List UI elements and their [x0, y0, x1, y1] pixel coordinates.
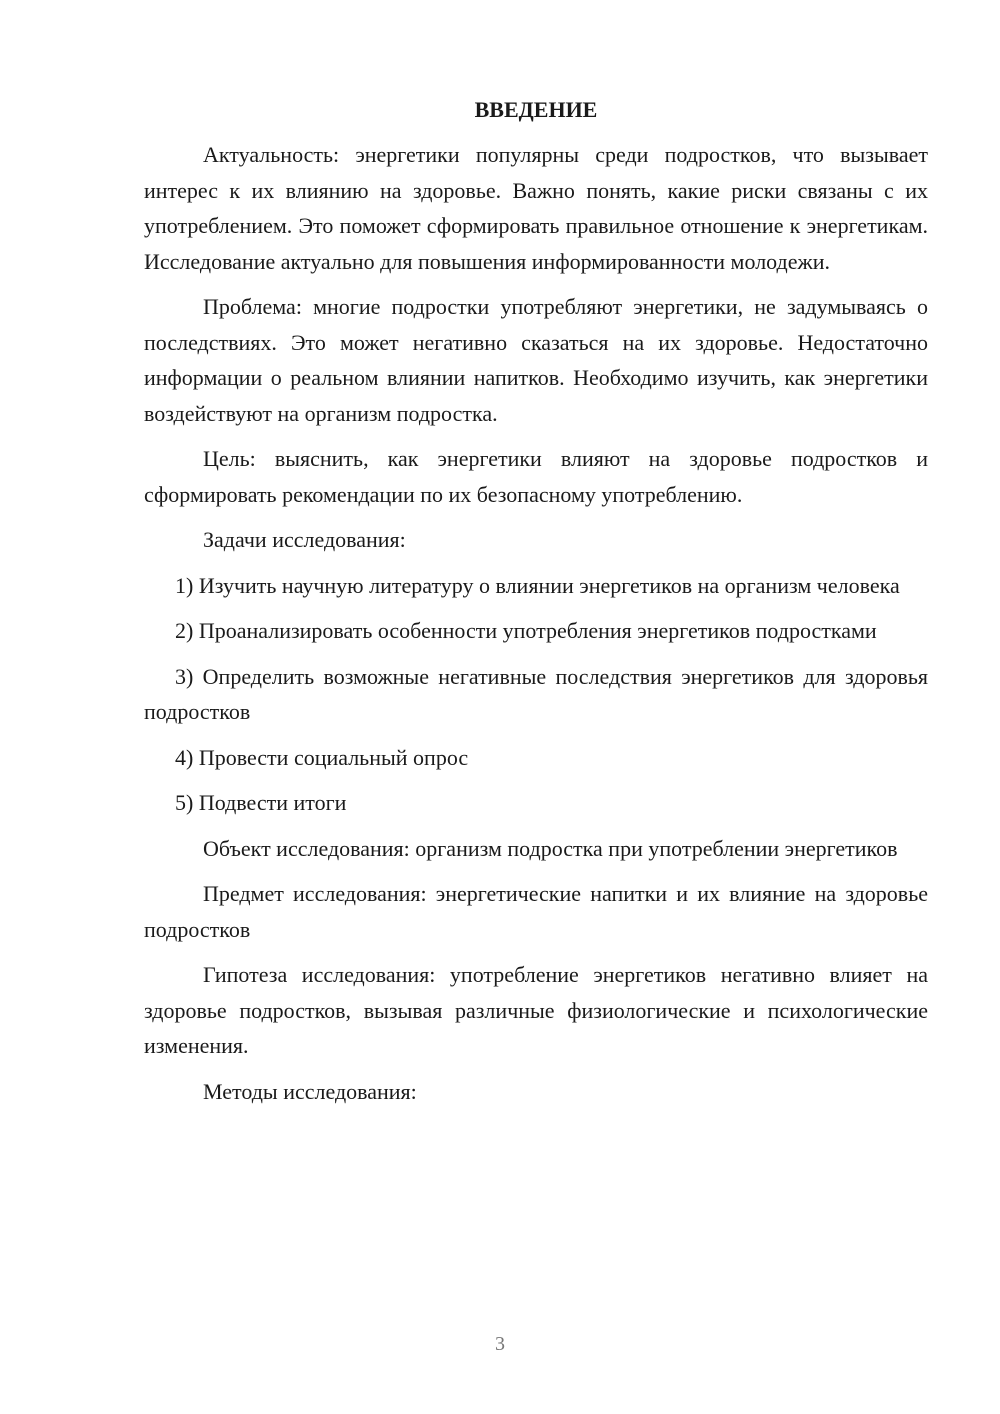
hypothesis-paragraph: Гипотеза исследования: употребление энергетиков негативно влияет на здоровье подростков, вызывая различные физиологические и психологические изменения.	[144, 962, 928, 1058]
relevance-paragraph: Актуальность: энергетики популярны среди подростков, что вызывает интерес к их влиянию на здоровье. Важно понять, какие риски связаны с их употреблением. Это поможет сформировать правильное отношение к энергетикам. Исследование актуально для повышения информированности молодежи.	[144, 142, 928, 274]
task-item-1: 1) Изучить научную литературу о влиянии энергетиков на организм человека	[175, 572, 900, 598]
task-item-3: 3) Определить возможные негативные последствия энергетиков для здоровья подростков	[144, 663, 928, 724]
subject-paragraph: Предмет исследования: энергетические напитки и их влияние на здоровье подростков	[144, 881, 928, 942]
page-number: 3	[495, 1333, 505, 1355]
methods-heading: Методы исследования:	[203, 1078, 417, 1104]
problem-paragraph: Проблема: многие подростки употребляют энергетики, не задумываясь о последствиях. Это может негативно сказаться на их здоровье. Недостаточно информации о реальном влиянии напитков. Необходимо изучить, как энергетики воздействуют на организм подростка.	[144, 294, 928, 426]
task-item-5: 5) Подвести итоги	[175, 790, 347, 815]
task-item-4: 4) Провести социальный опрос	[175, 744, 469, 770]
task-item-2: 2) Проанализировать особенности употребления энергетиков подростками	[175, 618, 877, 643]
page-content	[144, 95, 928, 1119]
object-paragraph: Объект исследования: организм подростка при употреблении энергетиков	[203, 835, 898, 861]
tasks-heading: Задачи исследования:	[203, 527, 406, 552]
goal-paragraph: Цель: выяснить, как энергетики влияют на здоровье подростков и сформировать рекомендации по их безопасному употреблению.	[144, 446, 928, 507]
section-title: ВВЕДЕНИЕ	[474, 97, 598, 122]
